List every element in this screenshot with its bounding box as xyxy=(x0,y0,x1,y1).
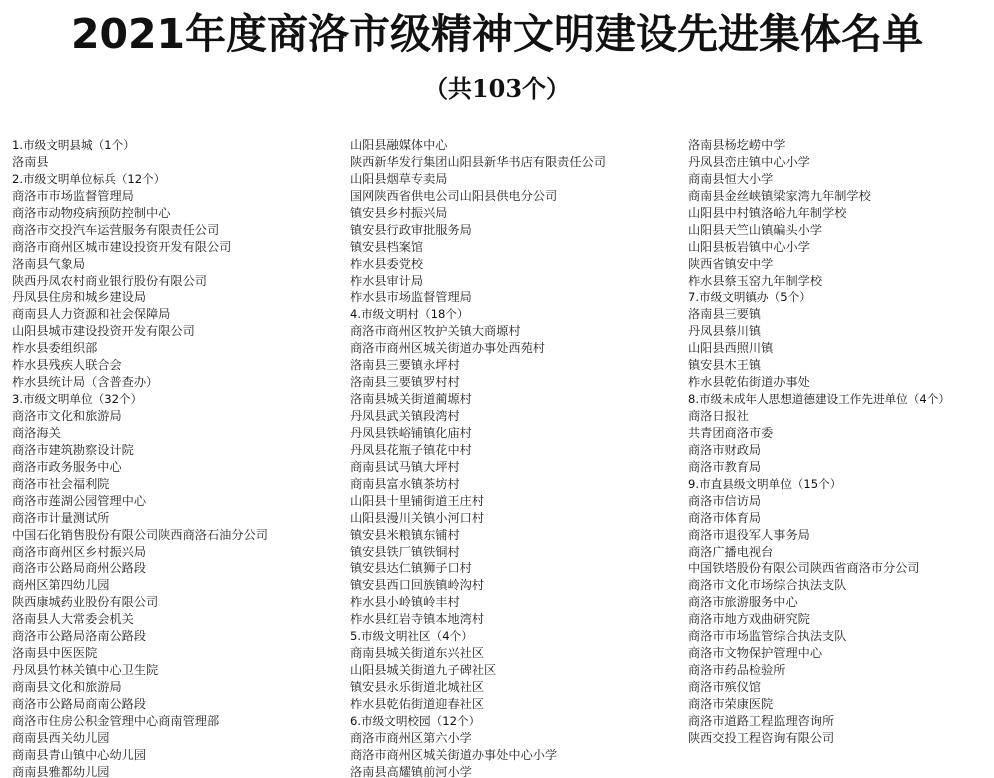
list-item: 商南县恒大小学 xyxy=(688,171,774,186)
list-item: 镇安县永乐街道北城社区 xyxy=(350,680,485,694)
page-title: 2021年度商洛市级精神文明建设先进集体名单 xyxy=(70,10,924,58)
list-item: 商洛市公路局商南公路段 xyxy=(12,696,147,711)
list-item: 商洛市市场监督管理局 xyxy=(12,188,134,203)
list-item: 山阳县十里铺街道王庄村 xyxy=(350,493,485,508)
list-item: 商洛市教育局 xyxy=(688,459,762,474)
list-item: 镇安县行政审批服务局 xyxy=(350,222,472,237)
list-item: 山阳县漫川关镇小河口村 xyxy=(350,510,485,525)
list-item: 洛南县高耀镇前河小学 xyxy=(350,764,472,777)
list-item: 商洛市殡仪馆 xyxy=(688,680,762,694)
list-item: 丹凤县竹林关镇中心卫生院 xyxy=(12,663,159,678)
list-item: 商南县文化和旅游局 xyxy=(12,680,122,694)
list-item: 柞水县审计局 xyxy=(350,273,424,288)
list-item: 商南县西关幼儿园 xyxy=(12,730,110,745)
list-item: 商洛市文化和旅游局 xyxy=(12,409,122,423)
list-item: 丹凤县花瓶子镇花中村 xyxy=(350,442,472,457)
list-item: 商洛市商州区城市建设投资开发有限公司 xyxy=(12,239,232,254)
list-item: 丹凤县住房和城乡建设局 xyxy=(12,290,147,305)
list-item: 洛南县气象局 xyxy=(12,256,86,271)
section-heading: 3.市级文明单位（32个） xyxy=(12,392,143,407)
list-item: 洛南县中医医院 xyxy=(12,646,98,661)
list-item: 柞水县小岭镇岭丰村 xyxy=(350,595,460,610)
section-heading: 8.市级未成年人思想道德建设工作先进单位（4个） xyxy=(688,392,950,407)
list-column-2 xyxy=(350,137,680,777)
list-item: 商洛市商州区城关街道办事处中心小学 xyxy=(350,747,558,762)
list-item: 商洛市财政局 xyxy=(688,442,762,457)
list-item: 山阳县城关街道九子碑社区 xyxy=(350,663,497,678)
section-heading: 9.市直县级文明单位（15个） xyxy=(688,476,842,491)
list-item: 陕西丹凤农村商业银行股份有限公司 xyxy=(12,273,207,288)
list-item: 商南县富水镇茶坊村 xyxy=(350,476,460,491)
list-item: 商南县城关街道东兴社区 xyxy=(350,646,485,661)
list-item: 柞水县乾佑街道迎春社区 xyxy=(350,696,485,711)
list-item: 陕西交投工程咨询有限公司 xyxy=(688,730,835,745)
list-item: 洛南县杨圪崂中学 xyxy=(688,138,786,152)
list-item: 镇安县达仁镇狮子口村 xyxy=(350,561,472,576)
section-heading: 4.市级文明村（18个） xyxy=(350,307,469,322)
page-subtitle: （共103个） xyxy=(423,74,571,103)
list-item: 国网陕西省供电公司山阳县供电分公司 xyxy=(350,188,558,203)
list-item: 山阳县烟草专卖局 xyxy=(350,171,448,186)
list-item: 洛南县城关街道蔺塬村 xyxy=(350,392,472,407)
list-item: 商洛市文物保护管理中心 xyxy=(688,646,823,661)
list-item: 商南县青山镇中心幼儿园 xyxy=(12,747,147,762)
list-item: 商南县试马镇大坪村 xyxy=(350,459,460,474)
list-item: 镇安县档案馆 xyxy=(350,239,424,254)
list-item: 柞水县委组织部 xyxy=(12,341,98,356)
list-item: 洛南县三要镇罗村村 xyxy=(350,375,460,390)
list-item: 商南县金丝峡镇梁家湾九年制学校 xyxy=(688,188,871,203)
section-heading: 2.市级文明单位标兵（12个） xyxy=(12,171,166,186)
list-item: 商洛市住房公积金管理中心商南管理部 xyxy=(12,713,220,728)
list-item: 商洛市公路局商州公路段 xyxy=(12,561,147,576)
list-item: 中国铁塔股份有限公司陕西省商洛市分公司 xyxy=(688,561,920,576)
list-item: 镇安县西口回族镇岭沟村 xyxy=(350,578,485,593)
list-item: 陕西康城药业股份有限公司 xyxy=(12,595,159,610)
list-item: 商洛市计量测试所 xyxy=(12,510,110,525)
list-item: 商洛市道路工程监理咨询所 xyxy=(688,713,835,728)
list-item: 柞水县红岩寺镇本地湾村 xyxy=(350,612,485,627)
list-item: 柞水县统计局（含普查办） xyxy=(12,375,159,390)
list-item: 商洛市商州区第六小学 xyxy=(350,730,472,745)
list-item: 中国石化销售股份有限公司陕西商洛石油分公司 xyxy=(12,527,268,542)
list-item: 商洛市退役军人事务局 xyxy=(688,527,810,542)
list-item: 商洛市体育局 xyxy=(688,510,762,525)
list-item: 丹凤县蔡川镇 xyxy=(688,324,762,339)
list-item: 商洛市商州区牧护关镇大商塬村 xyxy=(350,324,521,339)
list-item: 柞水县市场监督管理局 xyxy=(350,290,472,305)
list-item: 商洛市政务服务中心 xyxy=(12,459,122,474)
list-item: 商洛市莲湖公园管理中心 xyxy=(12,493,147,508)
list-item: 洛南县人大常委会机关 xyxy=(12,612,134,627)
list-item: 山阳县板岩镇中心小学 xyxy=(688,239,810,254)
list-item: 共青团商洛市委 xyxy=(688,425,774,440)
list-item: 商洛广播电视台 xyxy=(688,544,774,559)
list-item: 商洛市信访局 xyxy=(688,493,762,508)
list-item: 丹凤县武关镇段湾村 xyxy=(350,409,460,423)
list-column-1 xyxy=(12,137,342,777)
list-item: 洛南县 xyxy=(12,154,49,169)
list-item: 镇安县米粮镇东铺村 xyxy=(350,527,460,542)
list-item: 商洛市社会福利院 xyxy=(12,476,110,491)
list-item: 柞水县残疾人联合会 xyxy=(12,358,122,373)
list-item: 商洛市动物疫病预防控制中心 xyxy=(12,205,171,220)
list-item: 陕西新华发行集团山阳县新华书店有限责任公司 xyxy=(350,154,606,169)
list-item: 柞水县乾佑街道办事处 xyxy=(688,375,810,390)
list-item: 柞水县委党校 xyxy=(350,256,424,271)
section-heading: 6.市级文明校园（12个） xyxy=(350,713,481,728)
list-item: 商州区第四幼儿园 xyxy=(12,578,110,593)
list-item: 商洛市药品检验所 xyxy=(688,663,786,678)
list-item: 商洛市商州区乡村振兴局 xyxy=(12,544,147,559)
list-item: 商洛市旅游服务中心 xyxy=(688,595,798,610)
section-heading: 5.市级文明社区（4个） xyxy=(350,629,473,644)
list-item: 商洛市地方戏曲研究院 xyxy=(688,612,810,627)
list-item: 洛南县三要镇 xyxy=(688,307,762,322)
list-item: 商洛市文化市场综合执法支队 xyxy=(688,578,847,593)
list-item: 商洛日报社 xyxy=(688,409,749,423)
list-item: 镇安县铁厂镇铁铜村 xyxy=(350,544,460,559)
list-item: 山阳县中村镇洛峪九年制学校 xyxy=(688,205,847,220)
section-heading: 1.市级文明县城（1个） xyxy=(12,138,135,152)
list-item: 商南县人力资源和社会保障局 xyxy=(12,307,171,322)
list-item: 商南县雅都幼儿园 xyxy=(12,764,110,777)
list-item: 镇安县木王镇 xyxy=(688,358,762,373)
list-item: 镇安县乡村振兴局 xyxy=(350,205,448,220)
list-item: 商洛市建筑勘察设计院 xyxy=(12,442,134,457)
list-item: 丹凤县铁峪铺镇化庙村 xyxy=(350,425,472,440)
list-item: 陕西省镇安中学 xyxy=(688,256,774,271)
list-item: 商洛市荣康医院 xyxy=(688,696,774,711)
list-item: 山阳县融媒体中心 xyxy=(350,138,448,152)
list-item: 山阳县西照川镇 xyxy=(688,341,774,356)
section-heading: 7.市级文明镇办（5个） xyxy=(688,290,811,305)
list-item: 山阳县天竺山镇碥头小学 xyxy=(688,222,823,237)
list-item: 商洛市交投汽车运营服务有限责任公司 xyxy=(12,222,220,237)
list-item: 柞水县蔡玉窑九年制学校 xyxy=(688,273,823,288)
list-item: 商洛市市场监管综合执法支队 xyxy=(688,629,847,644)
list-item: 山阳县城市建设投资开发有限公司 xyxy=(12,324,195,339)
list-item: 商洛海关 xyxy=(12,425,61,440)
list-item: 商洛市公路局洛南公路段 xyxy=(12,629,147,644)
list-item: 商洛市商州区城关街道办事处西苑村 xyxy=(350,341,545,356)
list-item: 丹凤县峦庄镇中心小学 xyxy=(688,154,810,169)
list-column-3 xyxy=(688,137,994,777)
list-item: 洛南县三要镇永坪村 xyxy=(350,358,460,373)
